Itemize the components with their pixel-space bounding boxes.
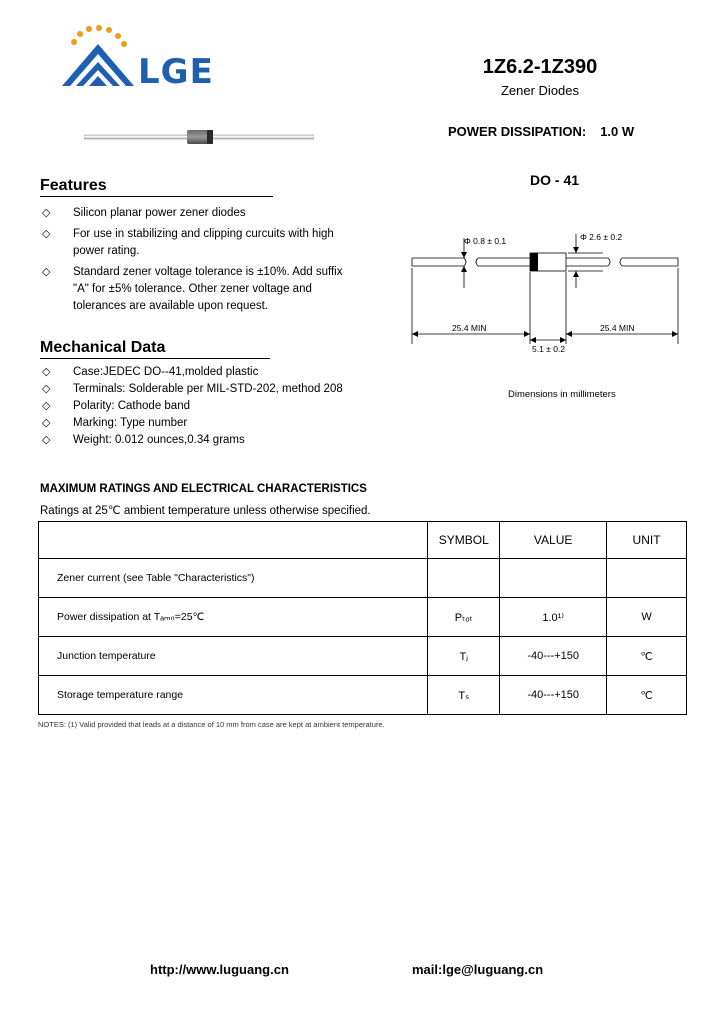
value-header: VALUE (500, 522, 607, 559)
lead-length-right-label: 25.4 MIN (600, 323, 635, 333)
features-list (40, 205, 350, 315)
features-title: Features (40, 177, 273, 197)
list-item: ◇ Case:JEDEC DO--41,molded plastic (40, 364, 370, 381)
diamond-bullet-icon: ◇ (42, 383, 51, 395)
features-section (40, 177, 343, 319)
table-row: Zener current (see Table "Characteristics") (39, 559, 687, 598)
body-diameter-label: Φ 2.6 ± 0.2 (580, 232, 623, 242)
footer-email-link[interactable]: mail:lge@luguang.cn (412, 962, 544, 977)
diamond-bullet-icon: ◇ (42, 207, 51, 219)
do41-dimension-drawing (408, 226, 688, 358)
diode-photo (84, 128, 314, 146)
list-item: ◇ Standard zener voltage tolerance is ±10%. Add suffix "A" for ±5% tolerance. Other zener voltage and tolerances are available upon request. (42, 266, 343, 312)
table-notes: NOTES: (1) Valid provided that leads at a distance of 10 mm from case are kept at ambient temperature. (38, 720, 385, 729)
mechanical-title: Mechanical Data (40, 339, 270, 359)
diamond-bullet-icon: ◇ (42, 228, 51, 240)
diamond-bullet-icon: ◇ (42, 266, 51, 278)
unit-header: UNIT (607, 522, 687, 559)
diamond-bullet-icon: ◇ (42, 434, 51, 446)
diamond-bullet-icon: ◇ (42, 400, 51, 412)
ratings-title: MAXIMUM RATINGS AND ELECTRICAL CHARACTERISTICS (40, 483, 367, 495)
table-row: Power dissipation at Tₐₘₙ=25℃ Pₜₒₜ 1.0¹⁾ W (39, 598, 687, 637)
table-row: Storage temperature range Tₛ -40---+150 ℃ (39, 676, 687, 715)
ratings-table (38, 521, 687, 715)
lead-length-left-label: 25.4 MIN (452, 323, 487, 333)
footer-website-link[interactable]: http://www.luguang.cn (150, 962, 289, 977)
list-item: ◇ Weight: 0.012 ounces,0.34 grams (40, 432, 370, 449)
dimensions-note: Dimensions in millimeters (508, 389, 616, 400)
logo-text: LGE (138, 52, 214, 92)
power-label: POWER DISSIPATION: (448, 124, 587, 139)
diamond-bullet-icon: ◇ (42, 366, 51, 378)
list-item: ◇ Silicon planar power zener diodes (40, 205, 350, 222)
list-item: ◇ Polarity: Cathode band (40, 398, 370, 415)
list-item: ◇ Terminals: Solderable per MIL-STD-202, method 208 (40, 381, 370, 398)
mechanical-section (40, 339, 343, 449)
table-header-row (39, 522, 687, 559)
list-item: ◇ For use in stabilizing and clipping curcuits with high power rating. (42, 228, 334, 257)
part-number-title: 1Z6.2-1Z390 (482, 56, 598, 78)
logo-mark-icon (58, 24, 138, 94)
list-item: ◇ Marking: Type number (40, 415, 370, 432)
symbol-header: SYMBOL (428, 522, 500, 559)
package-label: DO - 41 (530, 172, 580, 188)
table-row: Junction temperature Tⱼ -40---+150 ℃ (39, 637, 687, 676)
part-subtitle: Zener Diodes (500, 83, 580, 98)
lead-diameter-label: Φ 0.8 ± 0.1 (464, 236, 507, 246)
diamond-bullet-icon: ◇ (42, 417, 51, 429)
ratings-subtitle: Ratings at 25℃ ambient temperature unless otherwise specified. (40, 505, 371, 517)
power-dissipation (448, 124, 634, 139)
power-value: 1.0 W (600, 124, 635, 139)
mechanical-list (40, 364, 370, 449)
body-length-label: 5.1 ± 0.2 (532, 344, 566, 354)
